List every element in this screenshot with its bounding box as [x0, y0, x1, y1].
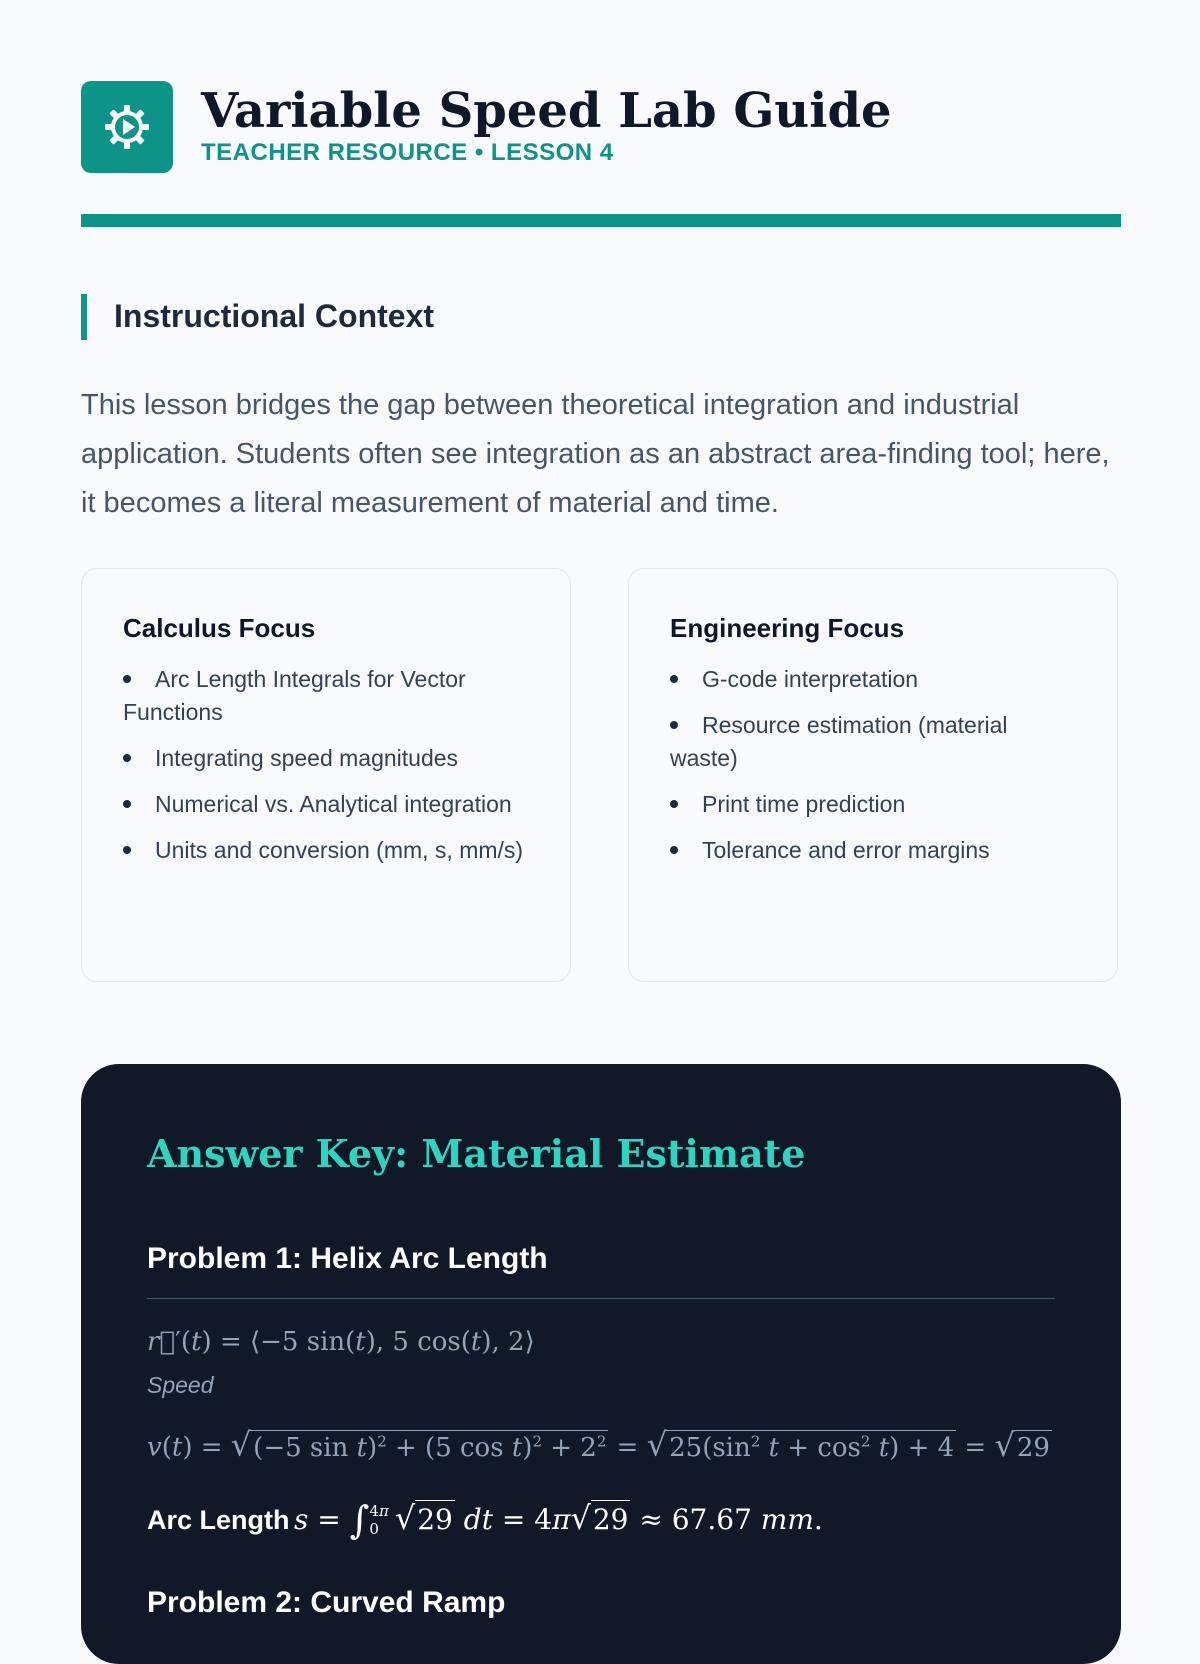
problem-divider	[147, 1298, 1055, 1299]
engineering-focus-card	[628, 568, 1118, 982]
bullet-icon	[123, 675, 131, 683]
bullet-icon	[670, 675, 678, 683]
bullet-icon	[670, 846, 678, 854]
list-item: Arc Length Integrals for Vector Functions	[123, 666, 466, 725]
answer-key-title: Answer Key: Material Estimate	[147, 1131, 806, 1176]
bullet-icon	[123, 800, 131, 808]
list-item: Tolerance and error margins	[670, 834, 1077, 867]
card-title: Engineering Focus	[670, 613, 905, 643]
list-item: G-code interpretation	[670, 663, 1077, 696]
speed-equation: v(t) = √(−5 sin t)$^2$ + (5 $\cos t)^2 + 2^2 = √25(\sin^2$ $t + \cos^2 t) + 4 = √29$	[147, 1425, 1050, 1464]
list-item: Resource estimation (material waste)	[670, 712, 1008, 771]
arc-length-equation: s = ∫ 4π 0 √29 dt = 4π√29 ≈ 67.67 mm.	[293, 1498, 823, 1542]
gear-play-icon	[101, 101, 153, 153]
page-subtitle: TEACHER RESOURCE • LESSON 4	[201, 139, 614, 166]
problem-1-title: Problem 1: Helix Arc Length	[147, 1242, 548, 1275]
calculus-focus-list	[123, 663, 530, 867]
calculus-focus-card	[81, 568, 571, 982]
arc-length-result	[147, 1490, 823, 1551]
engineering-focus-list	[670, 663, 1077, 867]
list-item: Print time prediction	[670, 788, 1077, 821]
section-title: Instructional Context	[114, 298, 435, 334]
intro-paragraph: This lesson bridges the gap between theoretical integration and industrial application. Students often see integration as an abstract area-finding tool; here, it becomes a literal measurement of material and time.	[81, 389, 1110, 519]
header-divider	[81, 214, 1121, 227]
list-item: Numerical vs. Analytical integration	[123, 788, 530, 821]
velocity-equation: r⃗′(t) = ⟨−5 sin(t), 5 cos(t), 2⟩	[147, 1327, 535, 1357]
bullet-icon	[123, 846, 131, 854]
problem-2-title: Problem 2: Curved Ramp	[147, 1586, 506, 1619]
bullet-icon	[123, 754, 131, 762]
arc-length-label: Arc Length	[147, 1505, 290, 1535]
list-item: Integrating speed magnitudes	[123, 742, 530, 775]
logo	[81, 81, 173, 173]
section-accent-bar	[81, 294, 87, 340]
list-item: Units and conversion (mm, s, mm/s)	[123, 834, 530, 867]
answer-key-panel	[81, 1064, 1121, 1664]
bullet-icon	[670, 800, 678, 808]
bullet-icon	[670, 721, 678, 729]
card-title: Calculus Focus	[123, 613, 316, 643]
page-title: Variable Speed Lab Guide	[201, 83, 892, 139]
speed-label: Speed	[147, 1372, 214, 1398]
